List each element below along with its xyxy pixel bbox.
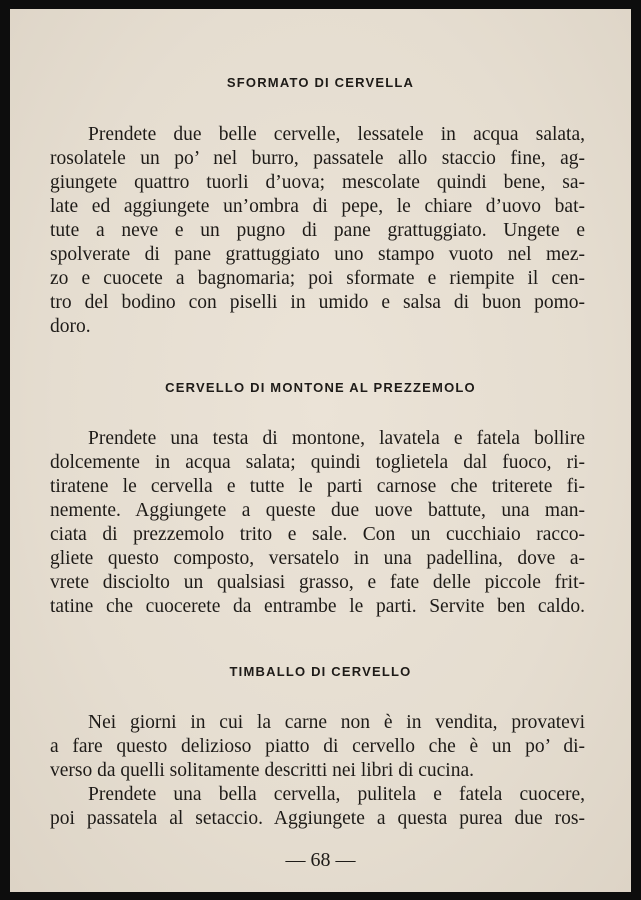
text-line: Nei giorni in cui la carne non è in vendita, provatevi: [88, 712, 585, 733]
text-line: tro del bodino con piselli in umido e salsa di buon pomo-: [50, 292, 585, 313]
text-line: tute a neve e un pugno di pane grattuggiato. Ungete e: [50, 220, 585, 241]
recipe-title-cervello-montone: CERVELLO DI MONTONE AL PREZZEMOLO: [165, 380, 476, 395]
page-number: — 68 —: [285, 849, 356, 871]
text-line: verso da quelli solitamente descritti nei libri di cucina.: [50, 760, 475, 781]
text-line: tiratene le cervella e tutte le parti carnose che triterete fi-: [50, 476, 585, 497]
text-line: zo e cuocete a bagnomaria; poi sformate e riempite il cen-: [50, 268, 585, 289]
text-line: rosolatele un po’ nel burro, passatele allo staccio fine, ag-: [50, 148, 585, 169]
text-line: late ed aggiungete un’ombra di pepe, le chiare d’uovo bat-: [50, 196, 585, 217]
text-line: ciata di prezzemolo trito e sale. Con un cucchiaio racco-: [50, 524, 585, 545]
text-line: Prendete una bella cervella, pulitela e fatela cuocere,: [88, 784, 585, 805]
text-line: vrete disciolto un qualsiasi grasso, e fate delle piccole frit-: [50, 572, 585, 593]
text-line: doro.: [50, 316, 91, 337]
text-line: gliete questo composto, versatelo in una padellina, dove a-: [50, 548, 585, 569]
recipe-title-timballo: TIMBALLO DI CERVELLO: [229, 664, 412, 679]
text-line: tatine che cuocerete da entrambe le parti. Servite ben caldo.: [50, 596, 585, 617]
text-line: giungete quattro tuorli d’uova; mescolate quindi bene, sa-: [50, 172, 585, 193]
text-line: nemente. Aggiungete a queste due uove battute, una man-: [50, 500, 585, 521]
text-line: Prendete due belle cervelle, lessatele in acqua salata,: [88, 124, 585, 145]
text-line: Prendete una testa di montone, lavatela e fatela bollire: [88, 428, 585, 449]
text-line: a fare questo delizioso piatto di cervello che è un po’ di-: [50, 736, 585, 757]
book-page: [10, 9, 631, 892]
text-line: poi passatela al setaccio. Aggiungete a questa purea due ros-: [50, 808, 585, 829]
text-line: spolverate di pane grattuggiato uno stampo vuoto nel mez-: [50, 244, 585, 265]
recipe-title-sformato: SFORMATO DI CERVELLA: [226, 75, 415, 90]
text-line: dolcemente in acqua salata; quindi toglietela dal fuoco, ri-: [50, 452, 585, 473]
